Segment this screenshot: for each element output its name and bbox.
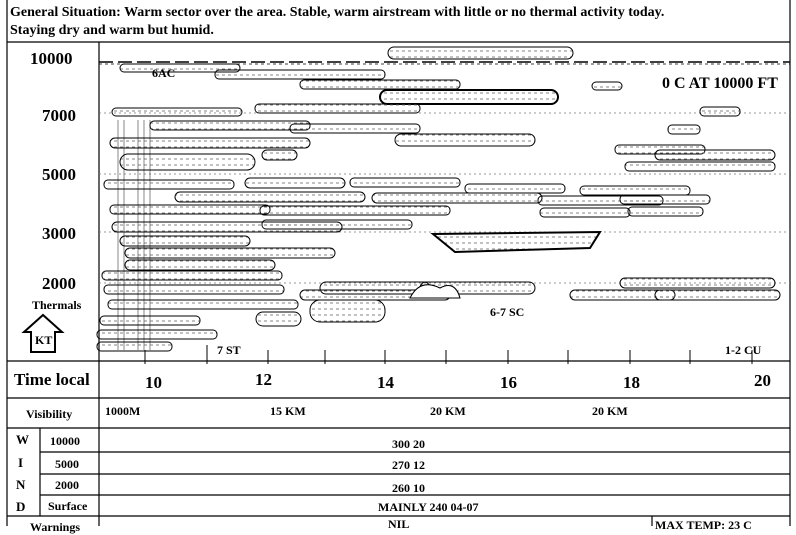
freezing-level-label: 0 C AT 10000 FT [662,75,778,92]
altitude-label-7000: 7000 [42,106,76,125]
time-axis-label: Time local [14,370,90,389]
wind-level: Surface [48,499,88,513]
visibility-value: 1000M [105,404,141,418]
wind-letter: I [18,455,24,470]
visibility-value: 20 KM [592,404,628,418]
visibility-value: 20 KM [430,404,466,418]
altitude-label-10000: 10000 [30,49,73,68]
thermals-unit: KT [35,333,53,347]
cloud-label-sc: 6-7 SC [490,305,525,319]
cloud-label-ac: 6AC [152,66,176,80]
visibility-label: Visibility [26,407,73,421]
visibility-value: 15 KM [270,404,306,418]
altitude-label-5000: 5000 [42,165,76,184]
general-situation-line1: General Situation: Warm sector over the area. Stable, warm airstream with little or no thermal activity today. [10,5,665,20]
wind-level: 10000 [50,434,80,448]
altitude-label-2000: 2000 [42,274,76,293]
warnings-value: NIL [388,517,410,531]
warnings-label: Warnings [30,520,81,534]
wind-value: 270 12 [392,458,425,472]
time-tick: 18 [623,373,640,392]
wind-letter: N [16,477,26,492]
wind-level: 2000 [55,478,79,492]
wind-value: 260 10 [392,481,425,495]
time-tick: 14 [377,373,394,392]
wind-value: 300 20 [392,437,425,451]
wind-letter: D [16,499,26,514]
time-tick: 12 [255,370,272,389]
general-situation-line2: Staying dry and warm but humid. [10,23,214,38]
max-temp: MAX TEMP: 23 C [655,518,752,532]
time-tick: 16 [500,373,517,392]
thermals-label: Thermals [32,298,82,312]
cloud-label-cu: 1-2 CU [725,343,762,357]
wind-value: MAINLY 240 04-07 [378,500,479,514]
time-tick: 10 [145,373,162,392]
wind-level: 5000 [55,457,79,471]
altitude-label-3000: 3000 [42,224,76,243]
wind-letter: W [16,432,29,447]
time-tick: 20 [754,371,771,390]
cloud-label-st: 7 ST [217,343,241,357]
